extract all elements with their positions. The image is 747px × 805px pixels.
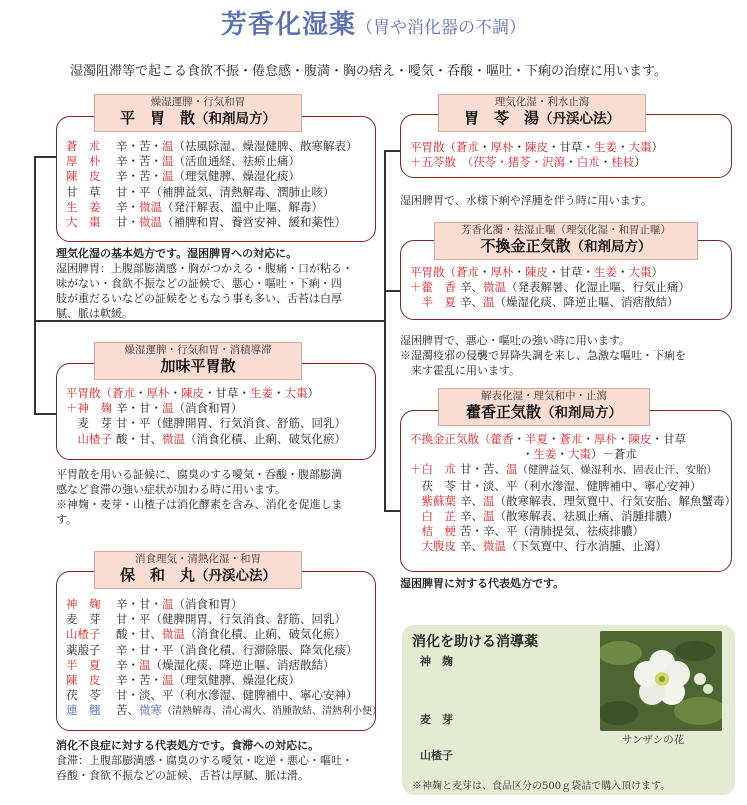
hoho-name: 保 和 丸（丹渓心法）	[119, 566, 276, 584]
herb-property: 辛、	[460, 493, 483, 508]
herb-effects: （燥湿化痰、降逆止嘔、消痞散結）	[150, 657, 335, 672]
herb-effects: （補脾益気、清熱解毒、潤肺止咳）	[150, 184, 335, 199]
digest-footnote: ※神麹と麦芽は、食品区分の500ｇ袋詰で購入頂けます。	[412, 781, 671, 792]
herb-name: 半 夏	[66, 657, 101, 672]
title-sub: （胃や消化器の不調）	[356, 18, 526, 38]
photo-caption: サンザシの花	[622, 734, 685, 746]
note-line: 平胃散を用いる証候に、腐臭のする噯気・呑酸・腹部膨満	[56, 468, 342, 481]
herb-row	[66, 688, 382, 703]
formula-part: ・甘草・	[204, 386, 250, 400]
herb-name: 連 翹	[66, 703, 101, 718]
digest-name-bakuga: 麦 芽	[420, 713, 453, 726]
formula-part: 平胃散（	[410, 265, 456, 279]
kami-note	[56, 467, 376, 527]
herb-effects: （活血通経、祛瘀止痛）	[173, 154, 300, 169]
formula-part: ）	[651, 265, 663, 279]
herb-effects: （消食化積、行滞除脹、降気化痰）	[173, 642, 358, 657]
herb-effects: （燥湿化痰、降逆止嘔、消痞散結）	[494, 295, 679, 310]
formula-part: ・	[273, 386, 285, 400]
heiisan-category: 燥湿運脾・行気和胃	[150, 96, 246, 108]
formula-part: 沢瀉	[542, 155, 566, 170]
herb-temperature: 温	[162, 673, 174, 688]
herb-name: 薬菔子	[66, 642, 101, 657]
formula-part: 大棗	[628, 265, 652, 279]
formula-part: 蒼朮	[559, 432, 583, 446]
intro-text: 湿濁阻滞等で起こる食欲不振・倦怠感・腹満・胸の痞え・噯気・呑酸・嘔吐・下痢の治療に用います。	[70, 64, 667, 79]
connector-vertical-right	[384, 150, 386, 510]
herb-row	[66, 673, 382, 688]
herb-name: 茯 苓	[66, 688, 101, 703]
hoho-note-body	[56, 753, 386, 783]
hawthorn-flower-photo	[600, 631, 722, 731]
formula-part: 陳皮	[181, 386, 204, 400]
fukan-herb-list	[410, 265, 690, 311]
herb-effects: （散寒解表、祛風止痛、消腫排膿）	[494, 509, 679, 524]
herb-effects: （消食和胃）	[173, 597, 243, 611]
herb-property: 辛・	[116, 657, 139, 672]
digest-name-shinkiku: 神 麹	[420, 655, 453, 668]
heiisan-header	[94, 94, 302, 132]
kakko-herb-list	[410, 432, 736, 555]
formula-part: ・	[565, 155, 577, 170]
herb-row	[66, 215, 358, 230]
herb-name: 山楂子	[66, 431, 112, 446]
herb-effects: （理気健脾、燥湿化痰）	[173, 673, 300, 688]
herb-temperature: 微温	[483, 280, 506, 295]
formula-part: 陳皮	[628, 432, 652, 446]
herb-property: 辛・甘・	[116, 597, 162, 611]
formula-part: ・	[479, 140, 491, 154]
herb-name: 白 芷	[410, 509, 456, 524]
herb-name: 大腹皮	[410, 539, 456, 554]
formula-part: ）	[651, 140, 663, 154]
formula-part: 厚朴	[490, 140, 514, 154]
herb-temperature: 温	[162, 401, 174, 416]
herb-row	[66, 401, 346, 416]
formula-part: 生姜	[533, 447, 557, 462]
formula-part: ）	[307, 386, 319, 400]
connector-left-bottom	[34, 413, 56, 415]
note-line: 感など食滞の強い症状が加わる時に用います。	[56, 483, 287, 496]
formula-part: ・甘草・	[548, 140, 594, 154]
herb-row	[66, 612, 382, 627]
formula-part: ・甘草・	[548, 265, 594, 279]
formula-part: 生姜	[594, 140, 617, 154]
kakko-category: 解表化湿・理気和中・止瀉	[481, 390, 607, 402]
connector-right-1	[384, 150, 400, 152]
kakko-header	[438, 388, 650, 426]
formula-part: ・	[599, 155, 612, 170]
formula-part: ・	[513, 140, 525, 154]
herb-row	[66, 432, 346, 447]
hoho-note-lead: 消化不良症に対する代表処方です。食滞への対応に。	[56, 739, 320, 752]
formula-part: ・	[617, 432, 629, 446]
herb-row	[66, 169, 358, 184]
herb-effects: （下気寛中、行水消腫、止瀉）	[506, 539, 667, 554]
herb-name: ＋神 麹	[66, 401, 112, 416]
ireito-base-formula	[410, 140, 663, 155]
formula-part: ・	[556, 447, 568, 462]
formula-part: ・	[169, 386, 181, 400]
kakko-base-formula	[410, 432, 736, 447]
formula-part: 桂枝	[611, 155, 635, 170]
herb-name: 蒼 朮	[66, 139, 101, 153]
herb-property: 甘・淡、平	[460, 478, 518, 493]
herb-temperature: 温	[162, 139, 174, 153]
herb-name: 神 麹	[66, 597, 101, 611]
herb-name: 半 夏	[410, 295, 456, 310]
herb-row	[410, 295, 690, 310]
herb-temperature: 温	[162, 597, 174, 611]
formula-part: ＋五苓散 （茯苓・猪苓・	[410, 155, 543, 170]
herb-property: 甘・平	[116, 416, 151, 431]
herb-temperature: 微温	[162, 431, 185, 446]
hoho-herb-list	[66, 597, 382, 720]
herb-effects: （消食化積、止痢、破気化瘀）	[185, 627, 346, 642]
note-line: 味がない・食欲不振などの証候で、悪心・嘔吐・下痢・四	[56, 277, 342, 290]
herb-row	[66, 139, 358, 154]
herb-property: 甘・淡、平	[116, 688, 174, 703]
herb-property: 酸・甘、	[116, 627, 162, 642]
fukan-category: 芳香化濁・祛湿止嘔（理気化湿・和胃止嘔）	[461, 224, 671, 236]
herb-property: 辛、	[460, 280, 483, 295]
herb-temperature: 微温	[139, 215, 162, 230]
kami-category: 燥湿運脾・行気和胃・消積導滞	[124, 344, 272, 356]
herb-property: 辛・甘・平	[116, 642, 174, 657]
herb-name: 紫蘇葉	[410, 493, 456, 508]
herb-row	[410, 280, 690, 295]
herb-property: 苦・辛、平	[460, 524, 518, 539]
formula-part: 平胃散（	[66, 386, 112, 400]
herb-name: 大 棗	[66, 215, 101, 230]
hoho-header	[94, 551, 302, 589]
herb-name: 茯 苓	[410, 478, 456, 493]
title-main: 芳香化湿薬	[220, 10, 356, 40]
formula-part: ）－蒼朮	[591, 447, 637, 462]
herb-temperature: 温	[483, 509, 495, 524]
kami-herb-list	[66, 386, 346, 447]
herb-name: 甘 草	[66, 184, 101, 199]
herb-effects: （健脾益気、燥湿利水、固表止汗、安胎）	[517, 464, 717, 477]
formula-part: 白朮	[576, 155, 600, 170]
kami-header	[94, 342, 302, 380]
formula-part: 厚朴	[594, 432, 617, 446]
herb-effects: （健脾開胃、行気消食、舒筋、回乳）	[150, 612, 346, 627]
digestive-herbs-panel	[402, 625, 735, 795]
formula-part: 不換金正気散（	[410, 432, 491, 446]
herb-temperature: 温	[162, 169, 174, 184]
formula-part: 陳皮	[525, 140, 548, 154]
herb-name: ＋白 朮	[410, 462, 456, 477]
formula-part: 藿香	[490, 432, 514, 446]
ireito-plus-formula	[410, 155, 663, 170]
note-line: ※神麹・麦芽・山楂子は消化酵素を含み、消化を促進しま	[56, 498, 343, 511]
formula-part: ・	[513, 432, 525, 446]
formula-part: ・	[548, 432, 560, 446]
herb-row	[410, 494, 736, 509]
formula-part: ・	[582, 432, 594, 446]
herb-temperature: 微寒	[139, 703, 162, 718]
herb-effects: （発汗解表、温中止嘔、解毒）	[162, 199, 323, 214]
herb-name: 厚 朴	[66, 154, 101, 169]
herb-row	[410, 479, 736, 494]
herb-property: 甘・苦、	[460, 462, 506, 477]
heiisan-note-body	[56, 261, 376, 321]
herb-name: 麦 芽	[66, 416, 112, 431]
formula-part: ・	[135, 386, 147, 400]
herb-row	[410, 509, 736, 524]
herb-temperature: 温	[506, 462, 518, 477]
herb-property: 辛、	[460, 295, 483, 310]
herb-property: 甘・	[116, 215, 139, 230]
formula-part: 蒼朮	[456, 265, 479, 279]
herb-temperature: 微温	[483, 539, 506, 554]
digestive-herbs-title: 消化を助ける消導薬	[412, 634, 538, 650]
note-line: す。	[56, 513, 78, 526]
heiisan-note	[56, 246, 376, 321]
note-line: 来す霍乱に用います。	[400, 364, 521, 377]
formula-part: 厚朴	[146, 386, 170, 400]
formula-part: 厚朴	[490, 265, 514, 279]
herb-property: 辛・苦・	[116, 139, 162, 153]
hoho-note	[56, 738, 386, 783]
formula-part: ・	[513, 265, 525, 279]
kami-name: 加味平胃散	[160, 357, 236, 375]
herb-effects: （清熱解毒、清心瀉火、消腫散結、清熱利小便）	[162, 706, 382, 718]
herb-name: 陳 皮	[66, 169, 101, 184]
herb-row	[410, 524, 736, 539]
kami-base-formula	[66, 386, 346, 401]
herb-property: 辛、	[460, 539, 483, 554]
hoho-category: 消食理気・清熱化湿・和胃	[135, 553, 261, 565]
herb-row	[66, 658, 382, 673]
herb-temperature: 温	[483, 493, 495, 508]
herb-property: 酸・甘、	[116, 431, 162, 446]
herb-row	[66, 703, 382, 719]
ireito-header	[438, 94, 646, 132]
ireito-note: 湿困脾胃で、水様下痢や浮腫を伴う時に用います。	[400, 194, 652, 207]
herb-effects: （消食化積、止痢、破気化瘀）	[185, 431, 346, 446]
kakko-name: 藿香正気散（和剤局方）	[465, 403, 622, 421]
formula-part: ・	[522, 447, 534, 462]
herb-name: 麦 芽	[66, 612, 101, 627]
note-line: 食滞：上腹部膨満感・腐臭のする噯気・吃逆・悪心・嘔吐・	[56, 754, 353, 767]
herb-row	[410, 462, 736, 478]
formula-part: 大棗	[628, 140, 652, 154]
herb-effects: （利水滲湿、健脾補中、寧心安神）	[517, 478, 702, 493]
connector-left-top	[34, 156, 56, 158]
formula-part: ・	[479, 265, 491, 279]
connector-vertical-left	[34, 156, 36, 414]
herb-effects: （消食和胃）	[173, 401, 243, 416]
formula-part: 大棗	[568, 447, 591, 462]
formula-part: 蒼朮	[112, 386, 135, 400]
herb-temperature: 微温	[162, 627, 185, 642]
herb-temperature: 温	[483, 295, 495, 310]
kakko-note-lead: 湿困脾胃に対する代表処方です。	[400, 577, 565, 590]
formula-part: 大棗	[284, 386, 308, 400]
herb-property: 辛・苦・	[116, 154, 162, 169]
formula-part: 平胃散（	[410, 140, 456, 154]
herb-effects: （理気健脾、燥湿化痰）	[173, 169, 300, 184]
note-line: 肢が重だるいなどの証候をともなう事も多い、舌苔は白厚	[56, 292, 342, 305]
formula-part: ・	[617, 265, 629, 279]
herb-property: 辛・苦・	[116, 673, 162, 688]
ireito-category: 理気化湿・利水止瀉	[494, 96, 590, 108]
formula-part: 生姜	[250, 386, 273, 400]
herb-name: 桔 梗	[410, 524, 456, 539]
herb-temperature: 微温	[139, 199, 162, 214]
herb-name: ＋藿 香	[410, 280, 456, 295]
herb-effects: （清肺提気、祛痰排膿）	[517, 524, 644, 539]
note-line: ※湿濁疫邪の侵襲で昇降失調を来し、急激な嘔吐・下痢を	[400, 349, 686, 362]
herb-property: 辛・苦・	[116, 169, 162, 184]
herb-property: 辛、	[460, 509, 483, 524]
note-line: 呑酸・食欲不振などの証候、舌苔は厚膩、脈は滑。	[56, 769, 309, 782]
herb-effects: （散寒解表、理気寛中、行気安胎、解魚蟹毒）	[494, 493, 736, 508]
formula-part: ・	[617, 140, 629, 154]
herb-row	[66, 154, 358, 169]
herb-effects: （利水滲湿、健脾補中、寧心安神）	[173, 688, 358, 703]
note-line: 湿困脾胃：上腹部膨満感・胸がつかえる・腹痛・口が粘る・	[56, 262, 353, 275]
heiisan-note-lead: 理気化湿の基本処方です。湿困脾胃への対応に。	[56, 247, 298, 260]
herb-effects: （発表解暑、化湿止嘔、行気止痛）	[506, 280, 690, 295]
fukan-note	[400, 333, 735, 378]
formula-part: 陳皮	[525, 265, 548, 279]
herb-effects: （健脾開胃、行気消食、舒筋、回乳）	[150, 416, 346, 431]
kakko-note	[400, 576, 735, 591]
herb-property: 甘・平	[116, 184, 151, 199]
formula-part: 生姜	[594, 265, 617, 279]
ireito-formula	[410, 140, 663, 170]
herb-property: 苦、	[116, 703, 139, 718]
fukan-base-formula	[410, 265, 690, 280]
heiisan-name: 平 胃 散（和剤局方）	[119, 109, 276, 127]
herb-row	[410, 539, 736, 554]
herb-temperature: 温	[162, 154, 174, 169]
note-line: 湿困脾胃で、悪心・嘔吐の強い時に用います。	[400, 334, 630, 347]
formula-part: 半夏	[525, 432, 548, 446]
herb-property: 甘・平	[116, 612, 151, 627]
herb-property: 辛・	[116, 199, 139, 214]
herb-row	[66, 185, 358, 200]
herb-effects: （補脾和胃、養営安神、緩和薬性）	[162, 215, 346, 230]
page-title	[0, 4, 747, 41]
ireito-name: 胃 苓 湯（丹渓心法）	[463, 109, 620, 127]
herb-name: 山楂子	[66, 627, 101, 642]
connector-right-2	[384, 290, 400, 292]
note-line: 膩、脈は軟緩。	[56, 307, 133, 320]
fukan-name: 不換金正気散（和剤局方）	[480, 237, 652, 255]
herb-row	[66, 597, 382, 612]
hawthorn-flower-icon	[600, 631, 722, 731]
herb-row	[66, 643, 382, 658]
heiisan-herb-list	[66, 139, 358, 230]
herb-name: 生 姜	[66, 199, 101, 214]
formula-part: ・甘草	[651, 432, 686, 446]
digest-name-sanzashi: 山楂子	[420, 749, 453, 762]
herb-row	[66, 200, 358, 215]
herb-temperature: 温	[139, 657, 151, 672]
herb-name: 陳 皮	[66, 673, 101, 688]
formula-part: ）	[634, 155, 646, 170]
herb-effects: （祛風除湿、燥湿健脾、散寒解表）	[173, 139, 358, 153]
formula-part: 蒼朮	[456, 140, 479, 154]
connector-right-3	[384, 510, 400, 512]
herb-row	[66, 627, 382, 642]
fukan-header	[434, 222, 698, 260]
herb-property: 辛・甘・	[116, 401, 162, 416]
herb-row	[66, 416, 346, 431]
